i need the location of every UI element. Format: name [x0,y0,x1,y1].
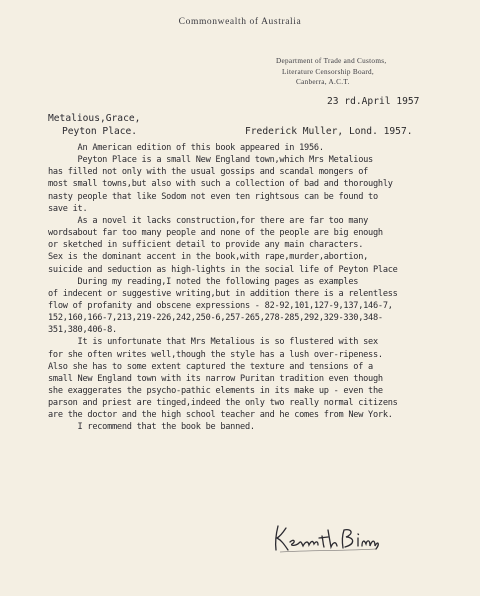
letterhead-title: Commonwealth of Australia [178,17,302,27]
body-line: Sex is the dominant accent in the book,with rape,murder,abortion, [48,252,369,263]
body-line: small New England town with its narrow Puritan tradition even though [48,373,383,384]
date-year: 1957 [396,96,420,107]
body-line: Also she has to some extent captured the texture and tensions of a [48,361,373,372]
body-line: save it. [48,203,88,214]
book-publisher: Frederick Muller, Lond. 1957. [245,126,413,137]
body-line: It is unfortunate that Mrs Metalious is so flustered with sex [48,337,378,348]
book-title: Peyton Place. [62,126,138,137]
body-line: An American edition of this book appeared in 1956. [48,143,324,153]
body-line: Peyton Place is a small New England town,which Mrs Metalious [48,155,373,166]
signature [272,522,382,554]
body-line: parson and priest are tinged,indeed the only two really normal citizens [48,398,398,409]
board-line: Literature Censorship Board, [282,67,375,76]
body-line: or sketched in sufficient detail to provide any main characters. [48,240,364,251]
body-line: As a novel it lacks construction,for there are far too many [48,215,369,226]
book-author: Metalious,Grace, [48,113,141,124]
body-line: flow of profanity and obscene expressions - 82-92,101,127-9,137,146-7, [48,301,393,311]
body-line: wordsabout far too many people and none of the people are big enough [48,228,383,239]
body-line: 152,160,166-7,213,219-226,242,250-6,257-265,278-285,292,329-330,348- [48,313,383,324]
body-line: has filled not only with the usual gossips and scandal mongers of [48,167,369,178]
body-line: suicide and seduction as high-lights in the social life of Peyton Place [48,264,398,275]
body-line: she exaggerates the psycho-pathic elements in its make up - even the [48,386,383,396]
letter-date [327,96,419,107]
department-block [276,56,386,88]
department-line: Department of Trade and Customs, [276,57,387,65]
date-month: April [361,96,391,107]
date-day: 23 rd. [327,96,362,107]
body-line: I recommend that the book be banned. [48,422,255,433]
signature-ink [272,522,382,554]
body-line: most small towns,but also with such a collection of bad and thoroughly [48,179,393,190]
body-line: During my reading,I noted the following pages as examples [48,276,359,287]
body-line: are the doctor and the high school teacher and he comes from New York. [48,410,393,421]
body-line: 351,380,406-8. [48,325,117,336]
body-line: for she often writes well,though the style has a lush over-ripeness. [48,349,383,360]
body-line: nasty people that like Sodom not even ten rightsous can be found to [48,191,378,202]
body-line: of indecent or suggestive writing,but in addition there is a relentless [48,288,398,299]
location-line: Canberra, A.C.T. [296,78,350,86]
